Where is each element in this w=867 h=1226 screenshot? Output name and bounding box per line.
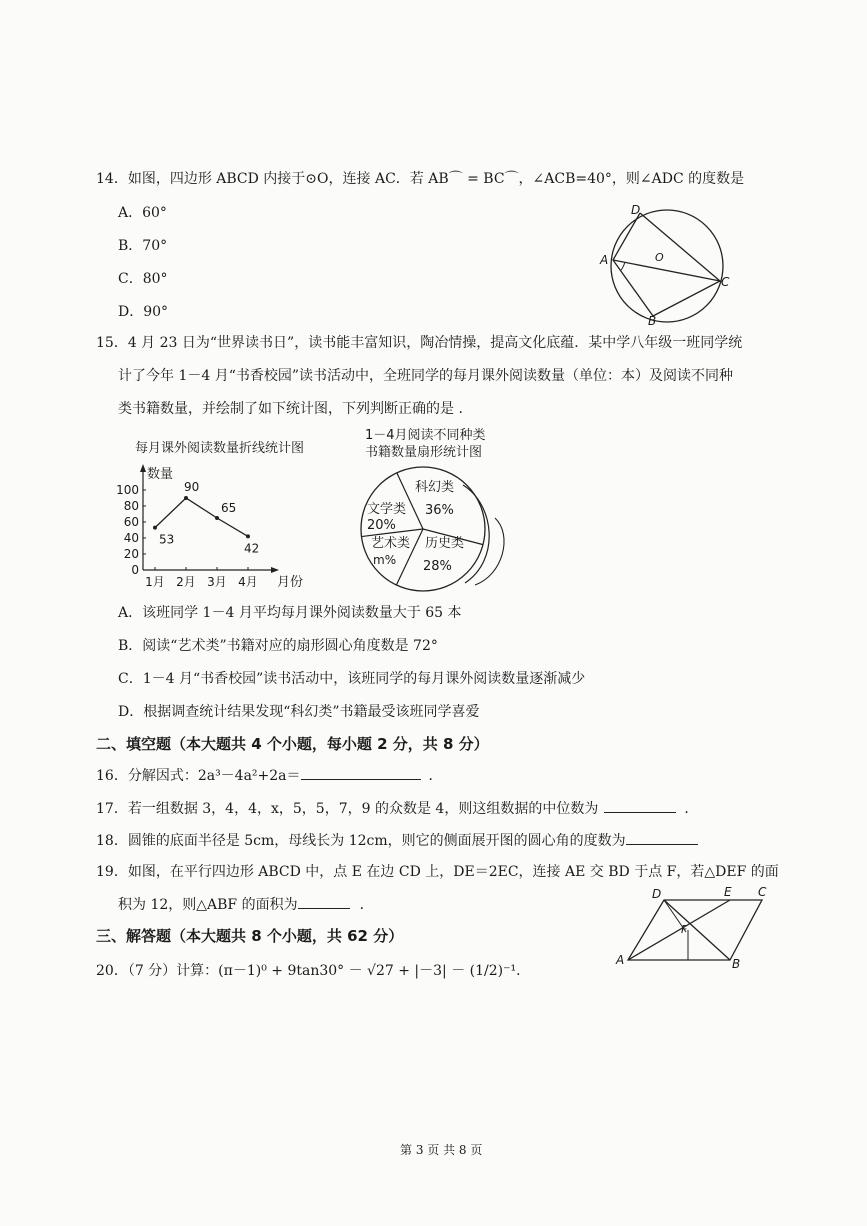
section-2-heading: 二、填空题（本大题共 4 个小题，每小题 2 分，共 8 分）: [96, 735, 489, 753]
line-chart-ytick-label: 100: [116, 483, 139, 497]
q14-label-a: A: [600, 253, 609, 267]
line-chart-ytick-label: 80: [123, 499, 139, 513]
q19-label-b: B: [732, 957, 741, 971]
pie-value-history: 28%: [423, 559, 452, 574]
q14-circle-figure: [595, 198, 740, 328]
q19-label-a: A: [616, 953, 625, 967]
q17: [96, 798, 698, 819]
q19-label-f: F: [681, 923, 688, 936]
q19-line-2: [118, 894, 374, 915]
q17-answer-blank[interactable]: [604, 798, 676, 813]
q15-option-a: A．该班同学 1－4 月平均每月课外阅读数量大于 65 本: [118, 605, 462, 621]
q15-line-3: 类书籍数量，并绘制了如下统计图，下列判断正确的是 .: [118, 401, 463, 417]
q14-option-d: D．90°: [118, 304, 169, 320]
line-chart-xtick-label: 1月: [145, 575, 165, 589]
pie-value-art: m%: [373, 553, 397, 567]
line-chart-data-label: 65: [221, 501, 237, 515]
pie-label-history: 历史类: [425, 536, 465, 551]
line-chart-xtick-label: 2月: [176, 575, 196, 589]
q16-prefix: 16．分解因式：2a³－4a²+2a＝: [96, 768, 301, 784]
q14-label-d: D: [631, 203, 641, 217]
line-chart-point: [215, 516, 219, 520]
pie-label-literature: 文学类: [367, 502, 407, 517]
line-chart-ytick-label: 20: [123, 547, 139, 561]
q19-label-d: D: [652, 887, 662, 901]
line-chart-ytick-label: 60: [123, 515, 139, 529]
line-chart-xlabel: 月份: [277, 575, 304, 590]
line-chart-point: [184, 496, 188, 500]
q20: 20．（7 分）计算：(π－1)⁰ + 9tan30° － √27 + |－3| － (1/2)⁻¹．: [96, 963, 531, 979]
line-chart: [105, 436, 315, 596]
line-chart-point: [153, 526, 157, 530]
pie-chart-title-1: 1－4月阅读不同种类: [365, 428, 486, 443]
line-chart-data-label: 90: [184, 480, 200, 494]
q18: [96, 830, 698, 851]
line-chart-title: 每月课外阅读数量折线统计图: [135, 441, 305, 456]
pie-value-literature: 20%: [367, 518, 396, 533]
q19-label-e: E: [724, 885, 732, 899]
pie-label-scifi: 科幻类: [415, 480, 455, 495]
q16-answer-blank[interactable]: [301, 765, 421, 780]
pie-label-art: 艺术类: [371, 536, 411, 551]
q14-label-b: B: [648, 314, 657, 328]
pie-value-scifi: 36%: [425, 503, 454, 518]
q16: [96, 765, 443, 786]
pie-chart-title-2: 书籍数量扇形统计图: [365, 445, 483, 460]
q19-suffix: ．: [359, 897, 374, 913]
q14-stem: 14．如图，四边形 ABCD 内接于⊙O，连接 AC．若 AB⌒ = BC⌒，∠ACB=40°，则∠ADC 的度数是: [96, 171, 745, 187]
line-chart-data-label: 42: [244, 541, 260, 556]
q14-option-b: B．70°: [118, 238, 168, 254]
q19-prefix: 积为 12，则△ABF 的面积为: [118, 897, 298, 913]
q15-option-c: C．1－4 月“书香校园”读书活动中，该班同学的每月课外阅读数量逐渐减少: [118, 671, 586, 687]
q18-prefix: 18．圆锥的底面半径是 5cm，母线长为 12cm，则它的侧面展开图的圆心角的度数为: [96, 833, 626, 849]
q19-line-1: 19．如图，在平行四边形 ABCD 中，点 E 在边 CD 上，DE＝2EC，连接 AE 交 BD 于点 F，若△DEF 的面: [96, 864, 779, 880]
section-3-heading: 三、解答题（本大题共 8 个小题，共 62 分）: [96, 927, 404, 945]
page-footer: 第 3 页 共 8 页: [400, 1143, 483, 1157]
pie-chart: [355, 425, 520, 595]
q15-line-2: 计了今年 1－4 月“书香校园”读书活动中，全班同学的每月课外阅读数量（单位：本）及阅读不同种: [118, 368, 734, 384]
q15-option-d: D．根据调查统计结果发现“科幻类”书籍最受该班同学喜爱: [118, 704, 480, 720]
line-chart-data-label: 53: [159, 532, 175, 547]
line-chart-ylabel: 数量: [147, 467, 174, 482]
q19-answer-blank[interactable]: [298, 894, 350, 909]
q14-label-c: C: [721, 275, 730, 289]
q17-prefix: 17．若一组数据 3，4，4，x，5，5，7，9 的众数是 4，则这组数据的中位数为: [96, 801, 599, 817]
q17-suffix: ．: [684, 801, 699, 817]
q19-parallelogram-figure: [612, 882, 782, 974]
q14-option-a: A．60°: [118, 205, 167, 221]
line-chart-xtick-label: 3月: [207, 575, 227, 589]
q15-line-1: 15．4 月 23 日为“世界读书日”，读书能丰富知识，陶冶情操，提高文化底蕴．某中学八年级一班同学统: [96, 335, 743, 351]
q18-answer-blank[interactable]: [626, 830, 698, 845]
line-chart-point: [246, 534, 250, 538]
q16-suffix: ．: [428, 768, 443, 784]
q14-label-o: O: [655, 251, 664, 264]
line-chart-xtick-label: 4月: [238, 575, 258, 589]
q15-option-b: B．阅读“艺术类”书籍对应的扇形圆心角度数是 72°: [118, 638, 438, 654]
q19-label-c: C: [758, 885, 767, 899]
line-chart-ytick-label: 0: [131, 563, 139, 577]
q14-option-c: C．80°: [118, 271, 168, 287]
line-chart-ytick-label: 40: [123, 531, 139, 545]
